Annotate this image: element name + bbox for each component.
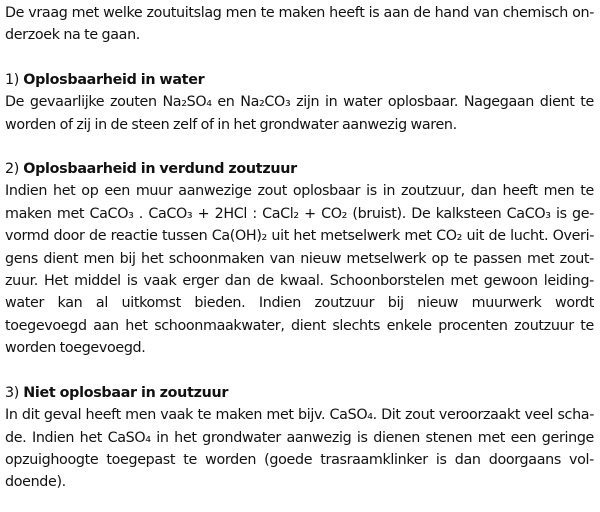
text-line: opzuighoogte toegepast te worden (goede trasraamklinker is dan doorgaans vol- <box>5 451 594 468</box>
section-heading <box>5 158 594 180</box>
text-line: De vraag met welke zoutuitslag men te maken heeft is aan de hand van chemisch on- <box>5 5 594 21</box>
text-line: maken met CaCO₃ . CaCO₃ + 2HCl : CaCl₂ + CO₂ (bruist). De kalksteen CaCO₃ is ge- <box>5 205 594 222</box>
text-line: worden of zij in de steen zelf of in het grondwater aanwezig waren. <box>5 116 457 133</box>
text-line: gens dient men bij het schoonmaken van nieuw metselwerk op te passen met zout- <box>5 250 594 267</box>
text-line: In dit geval heeft men vaak te maken met bijv. CaSO₄. Dit zout veroorzaakt veel scha- <box>5 407 594 424</box>
text-line: Indien het op een muur aanwezige zout oplosbaar is in zoutzuur, dan heeft men te <box>5 183 594 200</box>
section-number: 3) <box>5 384 20 401</box>
text-line: doende). <box>5 474 66 491</box>
text-line: toegevoegd aan het schoonmaakwater, dient slechts enkele procenten zoutzuur te <box>5 317 594 334</box>
text-line: de. Indien het CaSO₄ in het grondwater aanwezig is dienen stenen met een geringe <box>5 429 594 446</box>
section-title: Oplosbaarheid in water <box>23 71 205 88</box>
section-title: Niet oplosbaar in zoutzuur <box>23 384 229 401</box>
section-title: Oplosbaarheid in verdund zoutzuur <box>23 161 297 178</box>
text-line: derzoek na te gaan. <box>5 27 140 44</box>
section-number: 1) <box>5 71 20 88</box>
text-line: water kan al uitkomst bieden. Indien zoutzuur bij nieuw muurwerk wordt <box>5 295 594 312</box>
intro-paragraph <box>5 2 594 47</box>
section-1 <box>5 69 594 136</box>
text-line: zuur. Het middel is vaak erger dan de kwaal. Schoonborstelen met gewoon leiding- <box>5 273 594 290</box>
text-line: vormd door de reactie tussen Ca(OH)₂ uit het metselwerk met CO₂ uit de lucht. Overi- <box>5 228 594 245</box>
section-heading <box>5 69 594 91</box>
section-3 <box>5 382 594 494</box>
section-2 <box>5 158 594 360</box>
section-heading <box>5 382 594 404</box>
text-line: De gevaarlijke zouten Na₂SO₄ en Na₂CO₃ zijn in water oplosbaar. Nagegaan dient te <box>5 94 594 111</box>
section-number: 2) <box>5 161 20 178</box>
text-line: worden toegevoegd. <box>5 340 146 357</box>
